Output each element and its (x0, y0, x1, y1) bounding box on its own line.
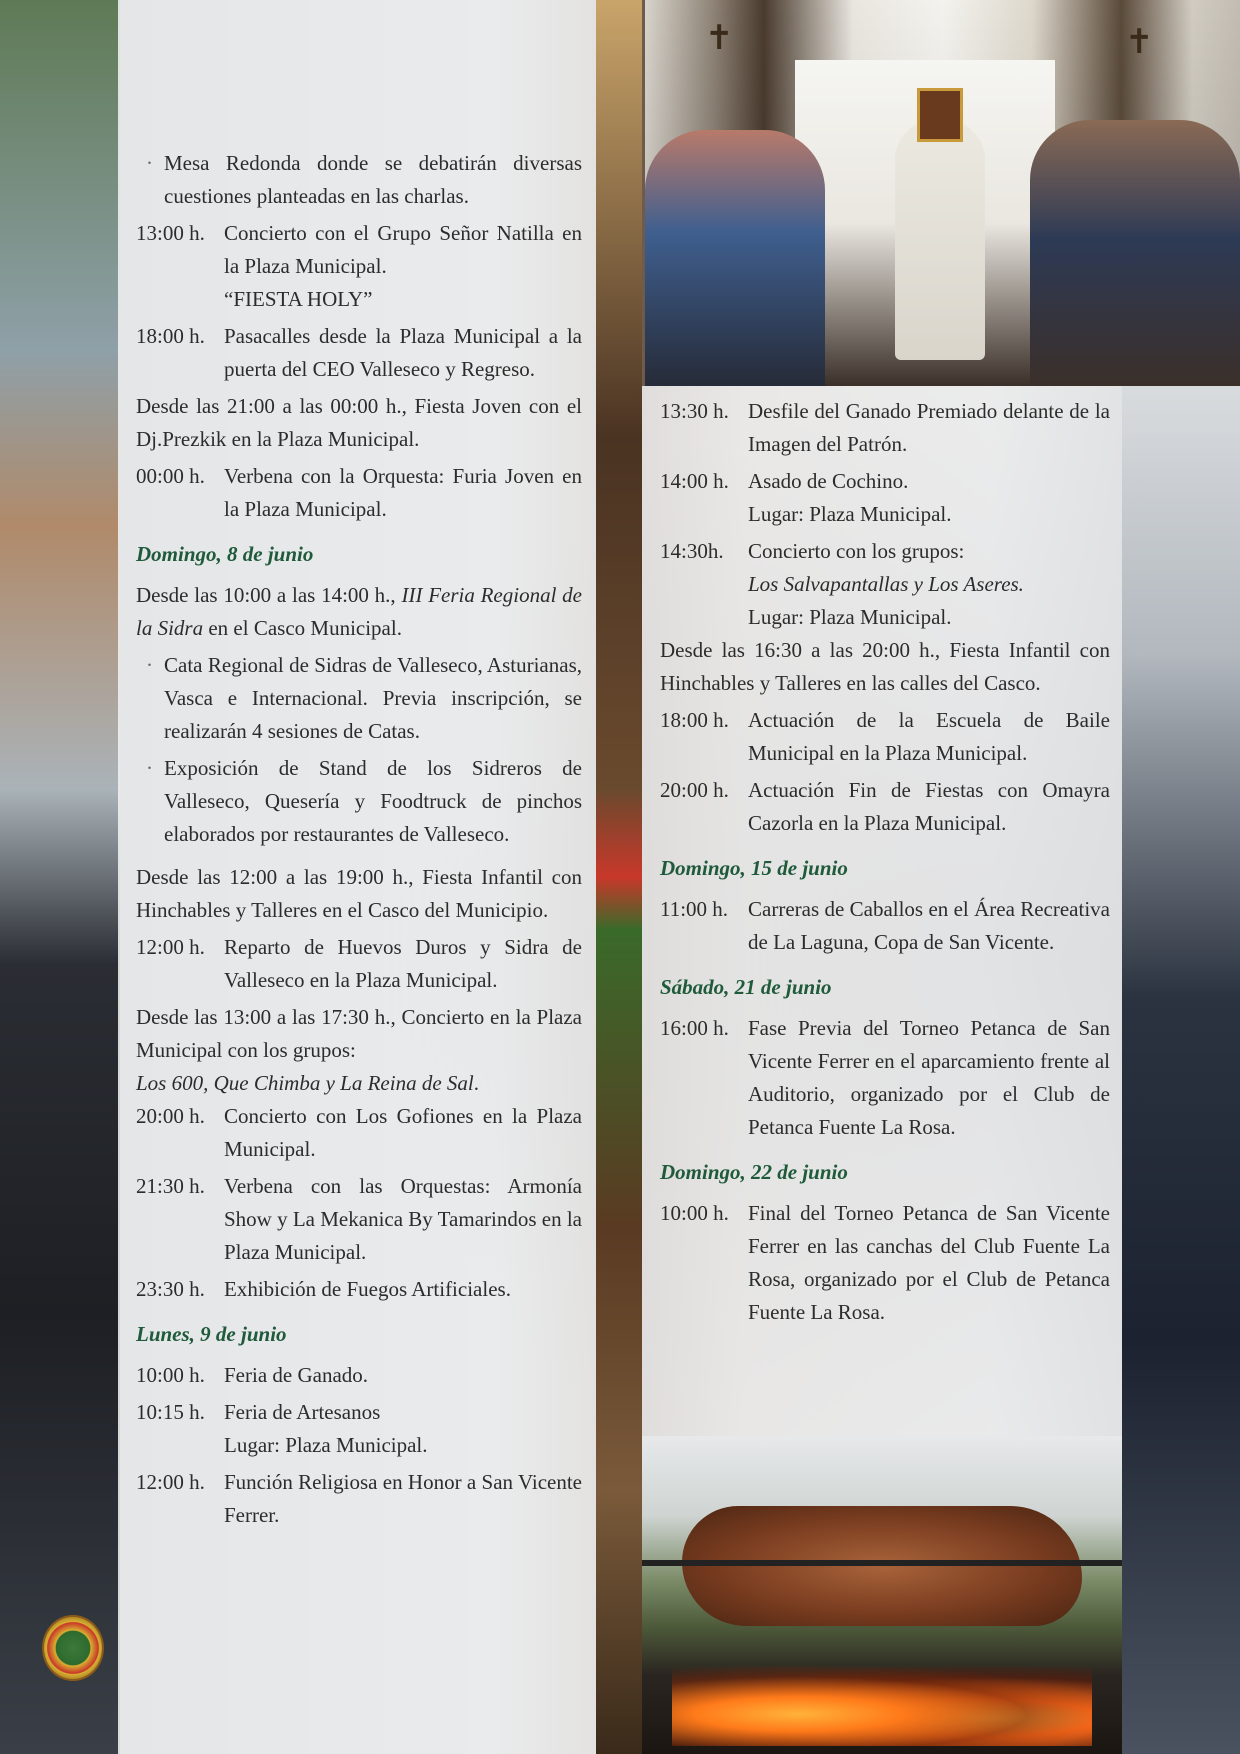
roast-pig-photo (642, 1436, 1122, 1754)
crowd-left (645, 130, 825, 386)
schedule-entry: 12:00 h. Función Religiosa en Honor a San Vicente Ferrer. (136, 1470, 582, 1527)
schedule-right-column (660, 395, 1110, 1333)
schedule-entry: 14:00 h. Asado de Cochino. Lugar: Plaza Municipal. (660, 469, 952, 526)
cross-icon: ✝ (705, 18, 734, 58)
schedule-entry: 21:30 h. Verbena con las Orquestas: Armonía Show y La Mekanica By Tamarindos en la Plaza Municipal. (136, 1174, 582, 1264)
day-heading: Domingo, 22 de junio (660, 1160, 848, 1184)
church-procession-photo (645, 0, 1240, 386)
schedule-entry: 20:00 h. Concierto con Los Gofiones en la Plaza Municipal. (136, 1104, 582, 1161)
day-heading: Sábado, 21 de junio (660, 975, 832, 999)
background-photo-left (0, 0, 120, 1754)
day-heading: Lunes, 9 de junio (136, 1322, 287, 1346)
crowd-right (1030, 120, 1240, 386)
fire-flames (672, 1666, 1092, 1746)
schedule-entry: 18:00 h. Actuación de la Escuela de Baile Municipal en la Plaza Municipal. (660, 708, 1110, 765)
schedule-entry: 18:00 h. Pasacalles desde la Plaza Municipal a la puerta del CEO Valleseco y Regreso. (136, 324, 582, 381)
bullet-icon: · (146, 653, 153, 677)
paragraph: Desde las 13:00 a las 17:30 h., Concierto en la Plaza Municipal con los grupos: Los 600, Que Chimba y La Reina de Sal. (136, 1005, 582, 1095)
day-heading: Domingo, 15 de junio (660, 856, 848, 880)
schedule-entry: 00:00 h. Verbena con la Orquesta: Furia Joven en la Plaza Municipal. (136, 464, 582, 521)
roasting-pig (682, 1506, 1082, 1626)
schedule-entry: 10:00 h. Feria de Ganado. (136, 1363, 369, 1387)
cross-icon: ✝ (1125, 22, 1154, 62)
day-heading: Domingo, 8 de junio (136, 542, 314, 566)
spit-bar (642, 1560, 1122, 1566)
schedule-entry: 10:15 h. Feria de Artesanos Lugar: Plaza Municipal. (136, 1400, 428, 1457)
schedule-entry: 23:30 h. Exhibición de Fuegos Artificiales. (136, 1277, 511, 1301)
list-item: · Mesa Redonda donde se debatirán diversas cuestiones planteadas en las charlas. (136, 147, 582, 213)
paragraph: Desde las 16:30 a las 20:00 h., Fiesta Infantil con Hinchables y Talleres en las calles del Casco. (660, 638, 1110, 695)
schedule-entry: 13:00 h. Concierto con el Grupo Señor Natilla en la Plaza Municipal. “FIESTA HOLY” (136, 221, 582, 311)
background-photo-right (1122, 380, 1240, 1754)
holy-book (917, 88, 963, 142)
municipal-seal-icon (42, 1615, 104, 1681)
list-item: · Exposición de Stand de los Sidreros de Valleseco, Quesería y Foodtruck de pinchos elaborados por restaurantes de Valleseco. (136, 752, 582, 851)
schedule-entry: 11:00 h. Carreras de Caballos en el Área Recreativa de La Laguna, Copa de San Vicente. (660, 897, 1110, 954)
schedule-entry: 10:00 h. Final del Torneo Petanca de San Vicente Ferrer en las canchas del Club Fuente La Rosa, organizado por el Club de Petanca Fuente La Rosa. (660, 1201, 1110, 1324)
paragraph: Desde las 12:00 a las 19:00 h., Fiesta Infantil con Hinchables y Talleres en el Casco del Municipio. (136, 865, 582, 922)
list-item: · Cata Regional de Sidras de Valleseco, Asturianas, Vasca e Internacional. Previa inscripción, se realizarán 4 sesiones de Catas. (136, 649, 582, 748)
paragraph: Desde las 10:00 a las 14:00 h., III Feria Regional de la Sidra en el Casco Municipal. (136, 583, 583, 640)
schedule-left-column (136, 147, 582, 1536)
bullet-icon: · (146, 756, 153, 780)
schedule-entry: 20:00 h. Actuación Fin de Fiestas con Omayra Cazorla en la Plaza Municipal. (660, 778, 1110, 835)
bullet-icon: · (146, 151, 153, 175)
schedule-entry: 14:30h. Concierto con los grupos: Los Salvapantallas y Los Aseres. Lugar: Plaza Municipal. (660, 539, 1024, 629)
priest-figure (895, 120, 985, 360)
schedule-entry: 13:30 h. Desfile del Ganado Premiado delante de la Imagen del Patrón. (660, 399, 1110, 456)
schedule-entry: 16:00 h. Fase Previa del Torneo Petanca de San Vicente Ferrer en el aparcamiento frente al Auditorio, organizado por el Club de Petanca Fuente La Rosa. (660, 1016, 1110, 1139)
paragraph: Desde las 21:00 a las 00:00 h., Fiesta Joven con el Dj.Prezkik en la Plaza Municipal. (136, 394, 582, 451)
schedule-entry: 12:00 h. Reparto de Huevos Duros y Sidra de Valleseco en la Plaza Municipal. (136, 935, 582, 992)
background-photo-saint-statue (596, 0, 642, 1754)
